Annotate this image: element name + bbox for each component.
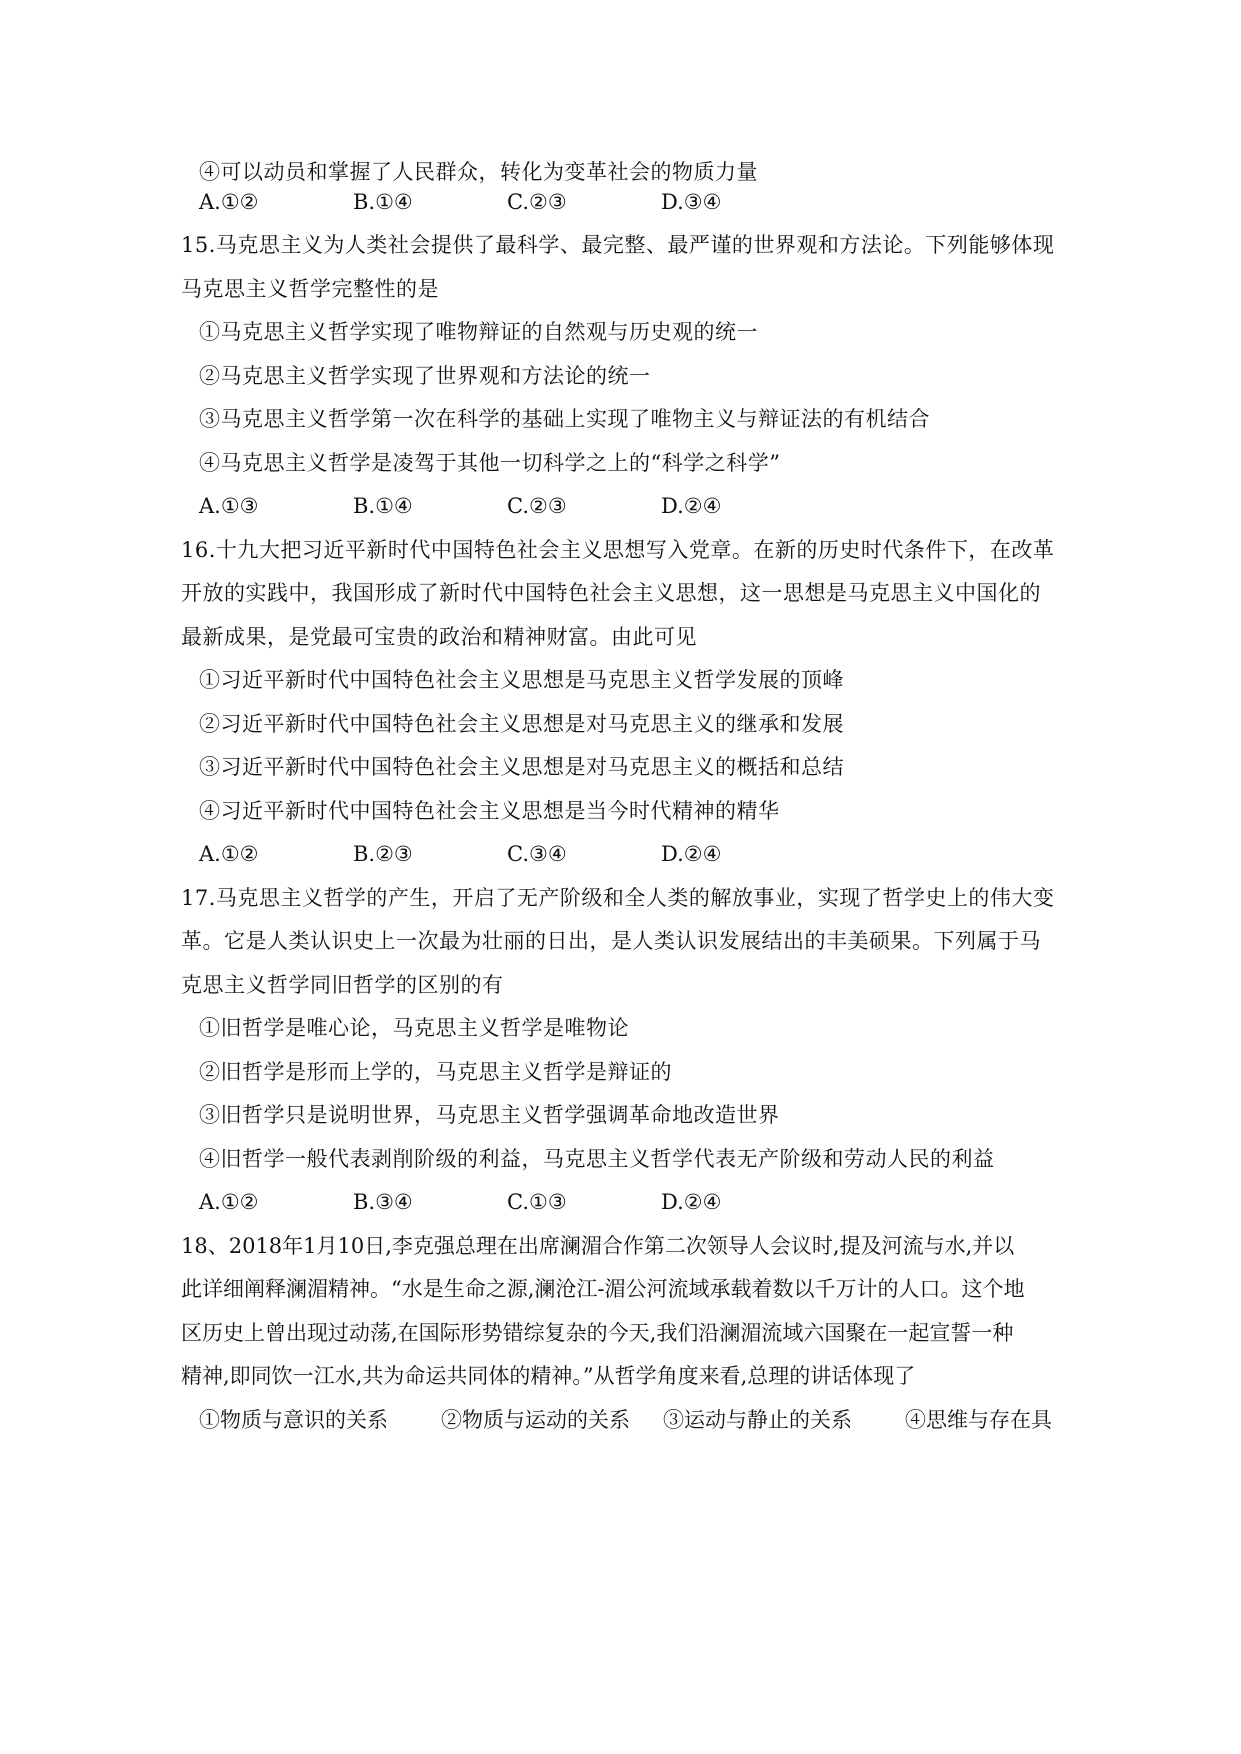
q18-option-1: ①物质与意识的关系	[199, 1408, 388, 1432]
q18-stem-line-2: 此详细阐释澜湄精神。“水是生命之源,澜沧江-湄公河流域承载着数以千万计的人口。这个地	[181, 1277, 1025, 1301]
q17-stem-line-3: 克思主义哲学同旧哲学的区别的有	[181, 973, 504, 997]
q16-option-2: ②习近平新时代中国特色社会主义思想是对马克思主义的继承和发展	[199, 712, 844, 736]
q14-choice-b: B.①④	[353, 190, 413, 214]
q15-option-4: ④马克思主义哲学是凌驾于其他一切科学之上的“科学之科学”	[199, 451, 781, 475]
q16-stem-line-3: 最新成果，是党最可宝贵的政治和精神财富。由此可见	[181, 625, 697, 649]
q18-stem-line-4: 精神,即同饮一江水,共为命运共同体的精神。”从哲学角度来看,总理的讲话体现了	[181, 1364, 916, 1388]
q16-choice-a: A.①②	[199, 842, 259, 866]
q15-choice-a: A.①③	[199, 494, 259, 518]
q17-choice-d: D.②④	[661, 1190, 722, 1214]
q17-option-2: ②旧哲学是形而上学的，马克思主义哲学是辩证的	[199, 1060, 672, 1084]
q16-choice-b: B.②③	[353, 842, 413, 866]
q18-option-3: ③运动与静止的关系	[663, 1408, 852, 1432]
q17-option-4: ④旧哲学一般代表剥削阶级的利益，马克思主义哲学代表无产阶级和劳动人民的利益	[199, 1147, 995, 1171]
q15-option-1: ①马克思主义哲学实现了唯物辩证的自然观与历史观的统一	[199, 320, 758, 344]
q18-stem-line-1: 18、2018年1月10日,李克强总理在出席澜湄合作第二次领导人会议时,提及河流与水,并以	[181, 1234, 1015, 1258]
q14-option-4: ④可以动员和掌握了人民群众，转化为变革社会的物质力量	[199, 160, 758, 184]
q14-choice-c: C.②③	[507, 190, 567, 214]
q15-choice-b: B.①④	[353, 494, 413, 518]
q18-option-2: ②物质与运动的关系	[441, 1408, 630, 1432]
q17-stem-line-2: 革。它是人类认识史上一次最为壮丽的日出，是人类认识发展结出的丰美硕果。下列属于马	[181, 929, 1041, 953]
q17-choice-a: A.①②	[199, 1190, 259, 1214]
q16-choice-d: D.②④	[661, 842, 722, 866]
q17-choice-b: B.③④	[353, 1190, 413, 1214]
q17-option-3: ③旧哲学只是说明世界，马克思主义哲学强调革命地改造世界	[199, 1103, 780, 1127]
q15-choice-d: D.②④	[661, 494, 722, 518]
q14-choice-d: D.③④	[661, 190, 722, 214]
q17-choice-c: C.①③	[507, 1190, 567, 1214]
q18-stem-line-3: 区历史上曾出现过动荡,在国际形势错综复杂的今天,我们沿澜湄流域六国聚在一起宣誓一种	[181, 1321, 1014, 1345]
q17-option-1: ①旧哲学是唯心论，马克思主义哲学是唯物论	[199, 1016, 629, 1040]
q15-option-3: ③马克思主义哲学第一次在科学的基础上实现了唯物主义与辩证法的有机结合	[199, 407, 930, 431]
q15-choice-c: C.②③	[507, 494, 567, 518]
q16-option-4: ④习近平新时代中国特色社会主义思想是当今时代精神的精华	[199, 799, 780, 823]
q18-option-4: ④思维与存在具	[905, 1408, 1052, 1432]
q16-option-1: ①习近平新时代中国特色社会主义思想是马克思主义哲学发展的顶峰	[199, 668, 844, 692]
q16-stem-line-1: 16.十九大把习近平新时代中国特色社会主义思想写入党章。在新的历史时代条件下，在改革	[181, 538, 1055, 562]
q15-stem-line-2: 马克思主义哲学完整性的是	[181, 277, 439, 301]
q14-choice-a: A.①②	[199, 190, 259, 214]
q16-option-3: ③习近平新时代中国特色社会主义思想是对马克思主义的概括和总结	[199, 755, 844, 779]
q15-stem-line-1: 15.马克思主义为人类社会提供了最科学、最完整、最严谨的世界观和方法论。下列能够体现	[181, 233, 1055, 257]
q16-stem-line-2: 开放的实践中，我国形成了新时代中国特色社会主义思想，这一思想是马克思主义中国化的	[181, 581, 1041, 605]
q17-stem-line-1: 17.马克思主义哲学的产生，开启了无产阶级和全人类的解放事业，实现了哲学史上的伟大变	[181, 886, 1055, 910]
q16-choice-c: C.③④	[507, 842, 567, 866]
q15-option-2: ②马克思主义哲学实现了世界观和方法论的统一	[199, 364, 651, 388]
